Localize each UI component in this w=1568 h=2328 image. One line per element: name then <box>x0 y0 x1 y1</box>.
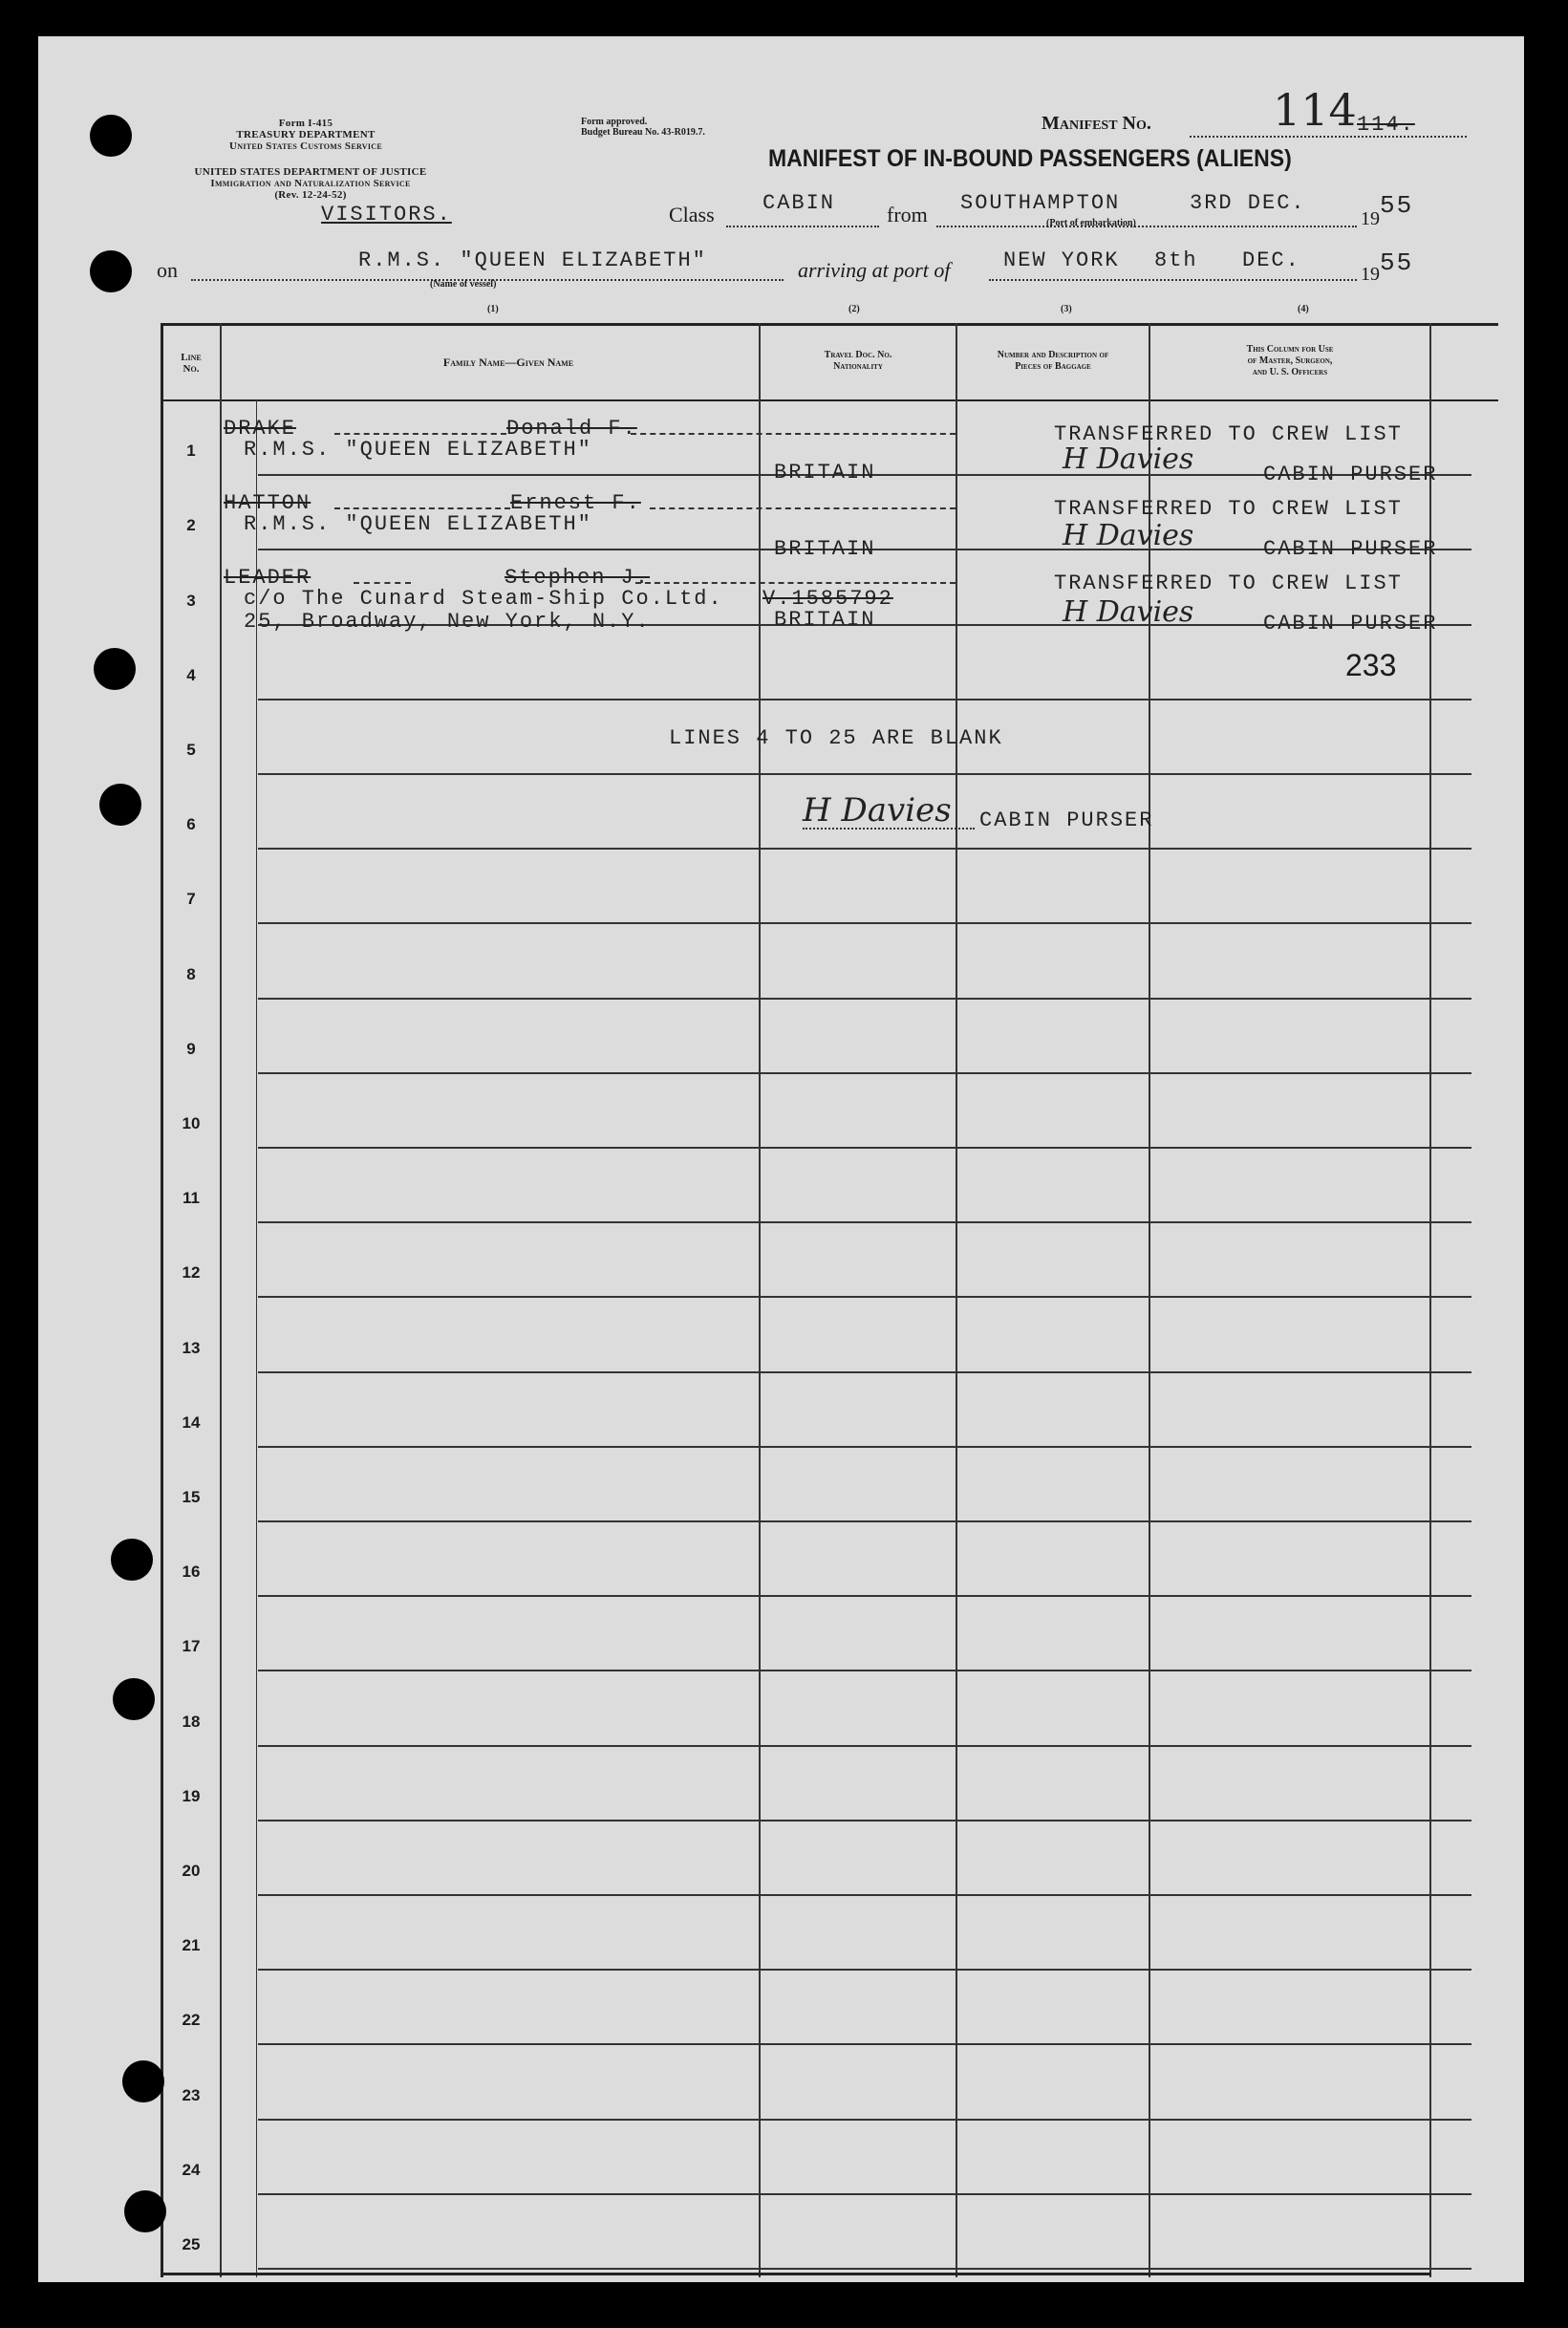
line-number: 18 <box>182 1712 201 1731</box>
line-number: 3 <box>186 591 196 610</box>
table-row <box>258 848 1471 850</box>
table-bottom-border <box>161 2273 1431 2275</box>
entry-2-given-name: Ernest F. <box>510 491 641 515</box>
arriving-label: arriving at port of <box>798 258 951 282</box>
line-number: 20 <box>182 1862 201 1880</box>
binder-hole <box>122 2060 164 2102</box>
col-number-2: (2) <box>848 304 860 314</box>
customs-label: United States Customs Service <box>229 140 382 152</box>
line-heading: Line <box>181 352 202 363</box>
signature-4: H Davies <box>803 791 952 830</box>
entry-3-nationality: BRITAIN <box>774 608 876 632</box>
arrival-year: 55 <box>1380 248 1414 277</box>
col-number-4: (4) <box>1298 304 1309 314</box>
line-number: 7 <box>186 890 196 909</box>
ins-label: Immigration and Naturalization Service <box>210 178 411 189</box>
baggage-heading-1: Number and Description of <box>997 350 1109 360</box>
manifest-dotted-line <box>1190 136 1467 139</box>
binder-hole <box>111 1539 153 1581</box>
treasury-label: TREASURY DEPARTMENT <box>236 129 376 140</box>
table-row <box>258 1520 1471 1522</box>
purser-sig-line <box>803 828 975 830</box>
entry-3-address-2: 25, Broadway, New York, N.Y. <box>244 610 651 634</box>
table-row <box>258 699 1471 701</box>
line-number: 15 <box>182 1488 201 1506</box>
purser-signature-label: CABIN PURSER <box>979 808 1154 832</box>
line-number: 25 <box>182 2235 201 2253</box>
table-left-border <box>161 323 163 2277</box>
entry-3-purser-note: CABIN PURSER <box>1263 612 1438 636</box>
line-number: 22 <box>182 2011 201 2030</box>
table-header-border <box>161 399 1498 401</box>
entry-3-transfer-note: TRANSFERRED TO CREW LIST <box>1054 571 1403 595</box>
table-row <box>258 1595 1471 1597</box>
name-left-divider <box>256 399 257 2277</box>
officers-heading-3: and U. S. Officers <box>1252 367 1328 377</box>
year-prefix-departure: 19 <box>1361 208 1380 229</box>
form-number: Form I-415 <box>278 118 333 129</box>
table-row <box>258 2268 1471 2270</box>
departure-year: 55 <box>1380 191 1414 220</box>
on-label: on <box>157 258 178 282</box>
from-value: SOUTHAMPTON <box>960 191 1121 215</box>
entry-3-given-name: Stephen J. <box>505 566 651 590</box>
line-number: 13 <box>182 1338 201 1357</box>
table-row <box>258 2043 1471 2045</box>
travel-doc-heading-1: Travel Doc. No. <box>824 350 892 360</box>
table-row <box>258 1670 1471 1671</box>
doj-label: UNITED STATES DEPARTMENT OF JUSTICE <box>194 166 427 178</box>
line-number: 4 <box>186 665 196 684</box>
binder-hole <box>94 648 136 690</box>
entry-1-family-name: DRAKE <box>224 417 297 441</box>
entry-3-strike-dash <box>354 582 411 584</box>
entry-2-family-name: HATTON <box>224 491 311 515</box>
entry-3-address-1: c/o The Cunard Steam-Ship Co.Ltd. <box>244 587 723 611</box>
signature-1: H Davies <box>1063 442 1194 476</box>
entry-3-strike-dash-2 <box>635 582 956 584</box>
line-number: 16 <box>182 1563 201 1582</box>
table-row <box>258 1969 1471 1971</box>
line-number: 1 <box>186 442 196 461</box>
budget-line: Budget Bureau No. 43-R019.7. <box>581 127 705 138</box>
table-row <box>258 1296 1471 1298</box>
entry-3-travel-doc: V.1585792 <box>763 587 893 611</box>
binder-hole <box>124 2190 166 2232</box>
port-caption: (Port of embarkation) <box>1046 218 1136 228</box>
line-number: 14 <box>182 1412 201 1432</box>
approval-line: Form approved. <box>581 117 648 127</box>
travel-doc-heading-2: Nationality <box>833 361 883 372</box>
entry-2-purser-note: CABIN PURSER <box>1263 537 1438 561</box>
entry-1-nationality: BRITAIN <box>774 461 876 485</box>
table-row <box>258 1371 1471 1373</box>
rev-label: (Rev. 12-24-52) <box>274 189 347 201</box>
entry-1-given-name: Donald F. <box>506 417 637 441</box>
departure-date: 3RD DEC. <box>1190 191 1306 215</box>
line-no-heading <box>164 352 218 375</box>
col-number-3: (3) <box>1061 304 1072 314</box>
line-number: 24 <box>182 2160 201 2179</box>
entry-1-strike-dash-2 <box>631 433 956 435</box>
blank-lines-note: LINES 4 TO 25 ARE BLANK <box>669 726 1003 750</box>
vessel-name: R.M.S. "QUEEN ELIZABETH" <box>358 248 707 272</box>
entry-1-detail: R.M.S. "QUEEN ELIZABETH" <box>244 438 592 462</box>
dept-block <box>153 166 468 201</box>
officers-heading-2: of Master, Surgeon, <box>1247 356 1333 366</box>
form-block <box>210 118 401 152</box>
baggage-heading <box>959 350 1147 373</box>
class-value: CABIN <box>763 191 836 215</box>
line-number: 17 <box>182 1637 201 1656</box>
line-number: 10 <box>182 1114 201 1132</box>
from-line <box>936 226 1357 228</box>
vessel-caption: (Name of vessel) <box>430 279 497 290</box>
col3-divider <box>956 323 957 2277</box>
binder-hole <box>90 250 132 292</box>
arrival-day: 8th <box>1154 248 1198 272</box>
line-number: 5 <box>186 741 196 759</box>
officers-heading-1: This Column for Use <box>1246 344 1334 355</box>
binder-hole <box>99 784 141 826</box>
line-number: 19 <box>182 1786 201 1805</box>
col-number-1: (1) <box>487 304 499 314</box>
line-number: 21 <box>182 1936 201 1955</box>
table-row <box>258 1894 1471 1896</box>
travel-doc-heading <box>763 350 954 373</box>
class-label: Class <box>669 203 715 226</box>
arrival-month: DEC. <box>1242 248 1300 272</box>
manifest-number-printed: 114. <box>1357 113 1415 137</box>
table-row <box>258 922 1471 924</box>
entry-1-transfer-note: TRANSFERRED TO CREW LIST <box>1054 422 1403 446</box>
no-heading: No. <box>183 363 200 375</box>
table-row <box>258 1446 1471 1448</box>
class-line <box>726 226 879 228</box>
entry-2-strike-dash-2 <box>650 507 956 509</box>
entry-1-strike-dash <box>334 433 506 435</box>
col2-divider <box>759 323 761 2277</box>
baggage-heading-2: Pieces of Baggage <box>1015 361 1091 372</box>
line-number: 6 <box>186 815 196 834</box>
entry-2-strike-dash <box>334 507 510 509</box>
table-row <box>258 1221 1471 1223</box>
binder-hole <box>113 1678 155 1720</box>
from-label: from <box>887 203 928 226</box>
year-prefix-arrival: 19 <box>1361 264 1380 285</box>
table-row <box>258 2119 1471 2121</box>
line-number: 11 <box>183 1189 200 1208</box>
table-row <box>258 1147 1471 1149</box>
approval-block <box>581 117 705 138</box>
entry-2-detail: R.M.S. "QUEEN ELIZABETH" <box>244 512 592 536</box>
page-title: MANIFEST OF IN-BOUND PASSENGERS (ALIENS) <box>768 145 1292 172</box>
signature-3: H Davies <box>1063 595 1194 629</box>
manifest-label: Manifest No. <box>1042 113 1151 134</box>
line-number: 8 <box>186 964 196 983</box>
binder-hole <box>90 115 132 157</box>
table-row <box>258 1820 1471 1821</box>
stamp-number: 233 <box>1345 648 1397 682</box>
officers-heading <box>1152 344 1428 378</box>
line-number: 2 <box>186 516 196 535</box>
manifest-type: VISITORS. <box>321 203 452 226</box>
entry-1-purser-note: CABIN PURSER <box>1263 463 1438 486</box>
line-number: 9 <box>186 1039 196 1058</box>
manifest-number-handwritten: 114 <box>1273 84 1357 136</box>
table-row <box>258 2193 1471 2195</box>
table-row <box>258 1745 1471 1747</box>
arrival-line <box>989 279 1357 282</box>
line-number: 23 <box>182 2085 201 2104</box>
table-row <box>258 998 1471 1000</box>
table-top-border <box>161 323 1498 326</box>
table-row <box>258 1072 1471 1074</box>
family-name-heading: Family Name—Given Name <box>442 356 574 369</box>
manifest-sheet <box>38 36 1524 2282</box>
arrival-port: NEW YORK <box>1003 248 1120 272</box>
entry-2-nationality: BRITAIN <box>774 537 876 561</box>
line-no-divider <box>220 323 222 2277</box>
entry-3-family-name: LEADER <box>224 566 311 590</box>
line-number: 12 <box>182 1263 201 1283</box>
entry-2-transfer-note: TRANSFERRED TO CREW LIST <box>1054 497 1403 521</box>
table-row <box>258 773 1471 775</box>
signature-2: H Davies <box>1063 519 1194 552</box>
